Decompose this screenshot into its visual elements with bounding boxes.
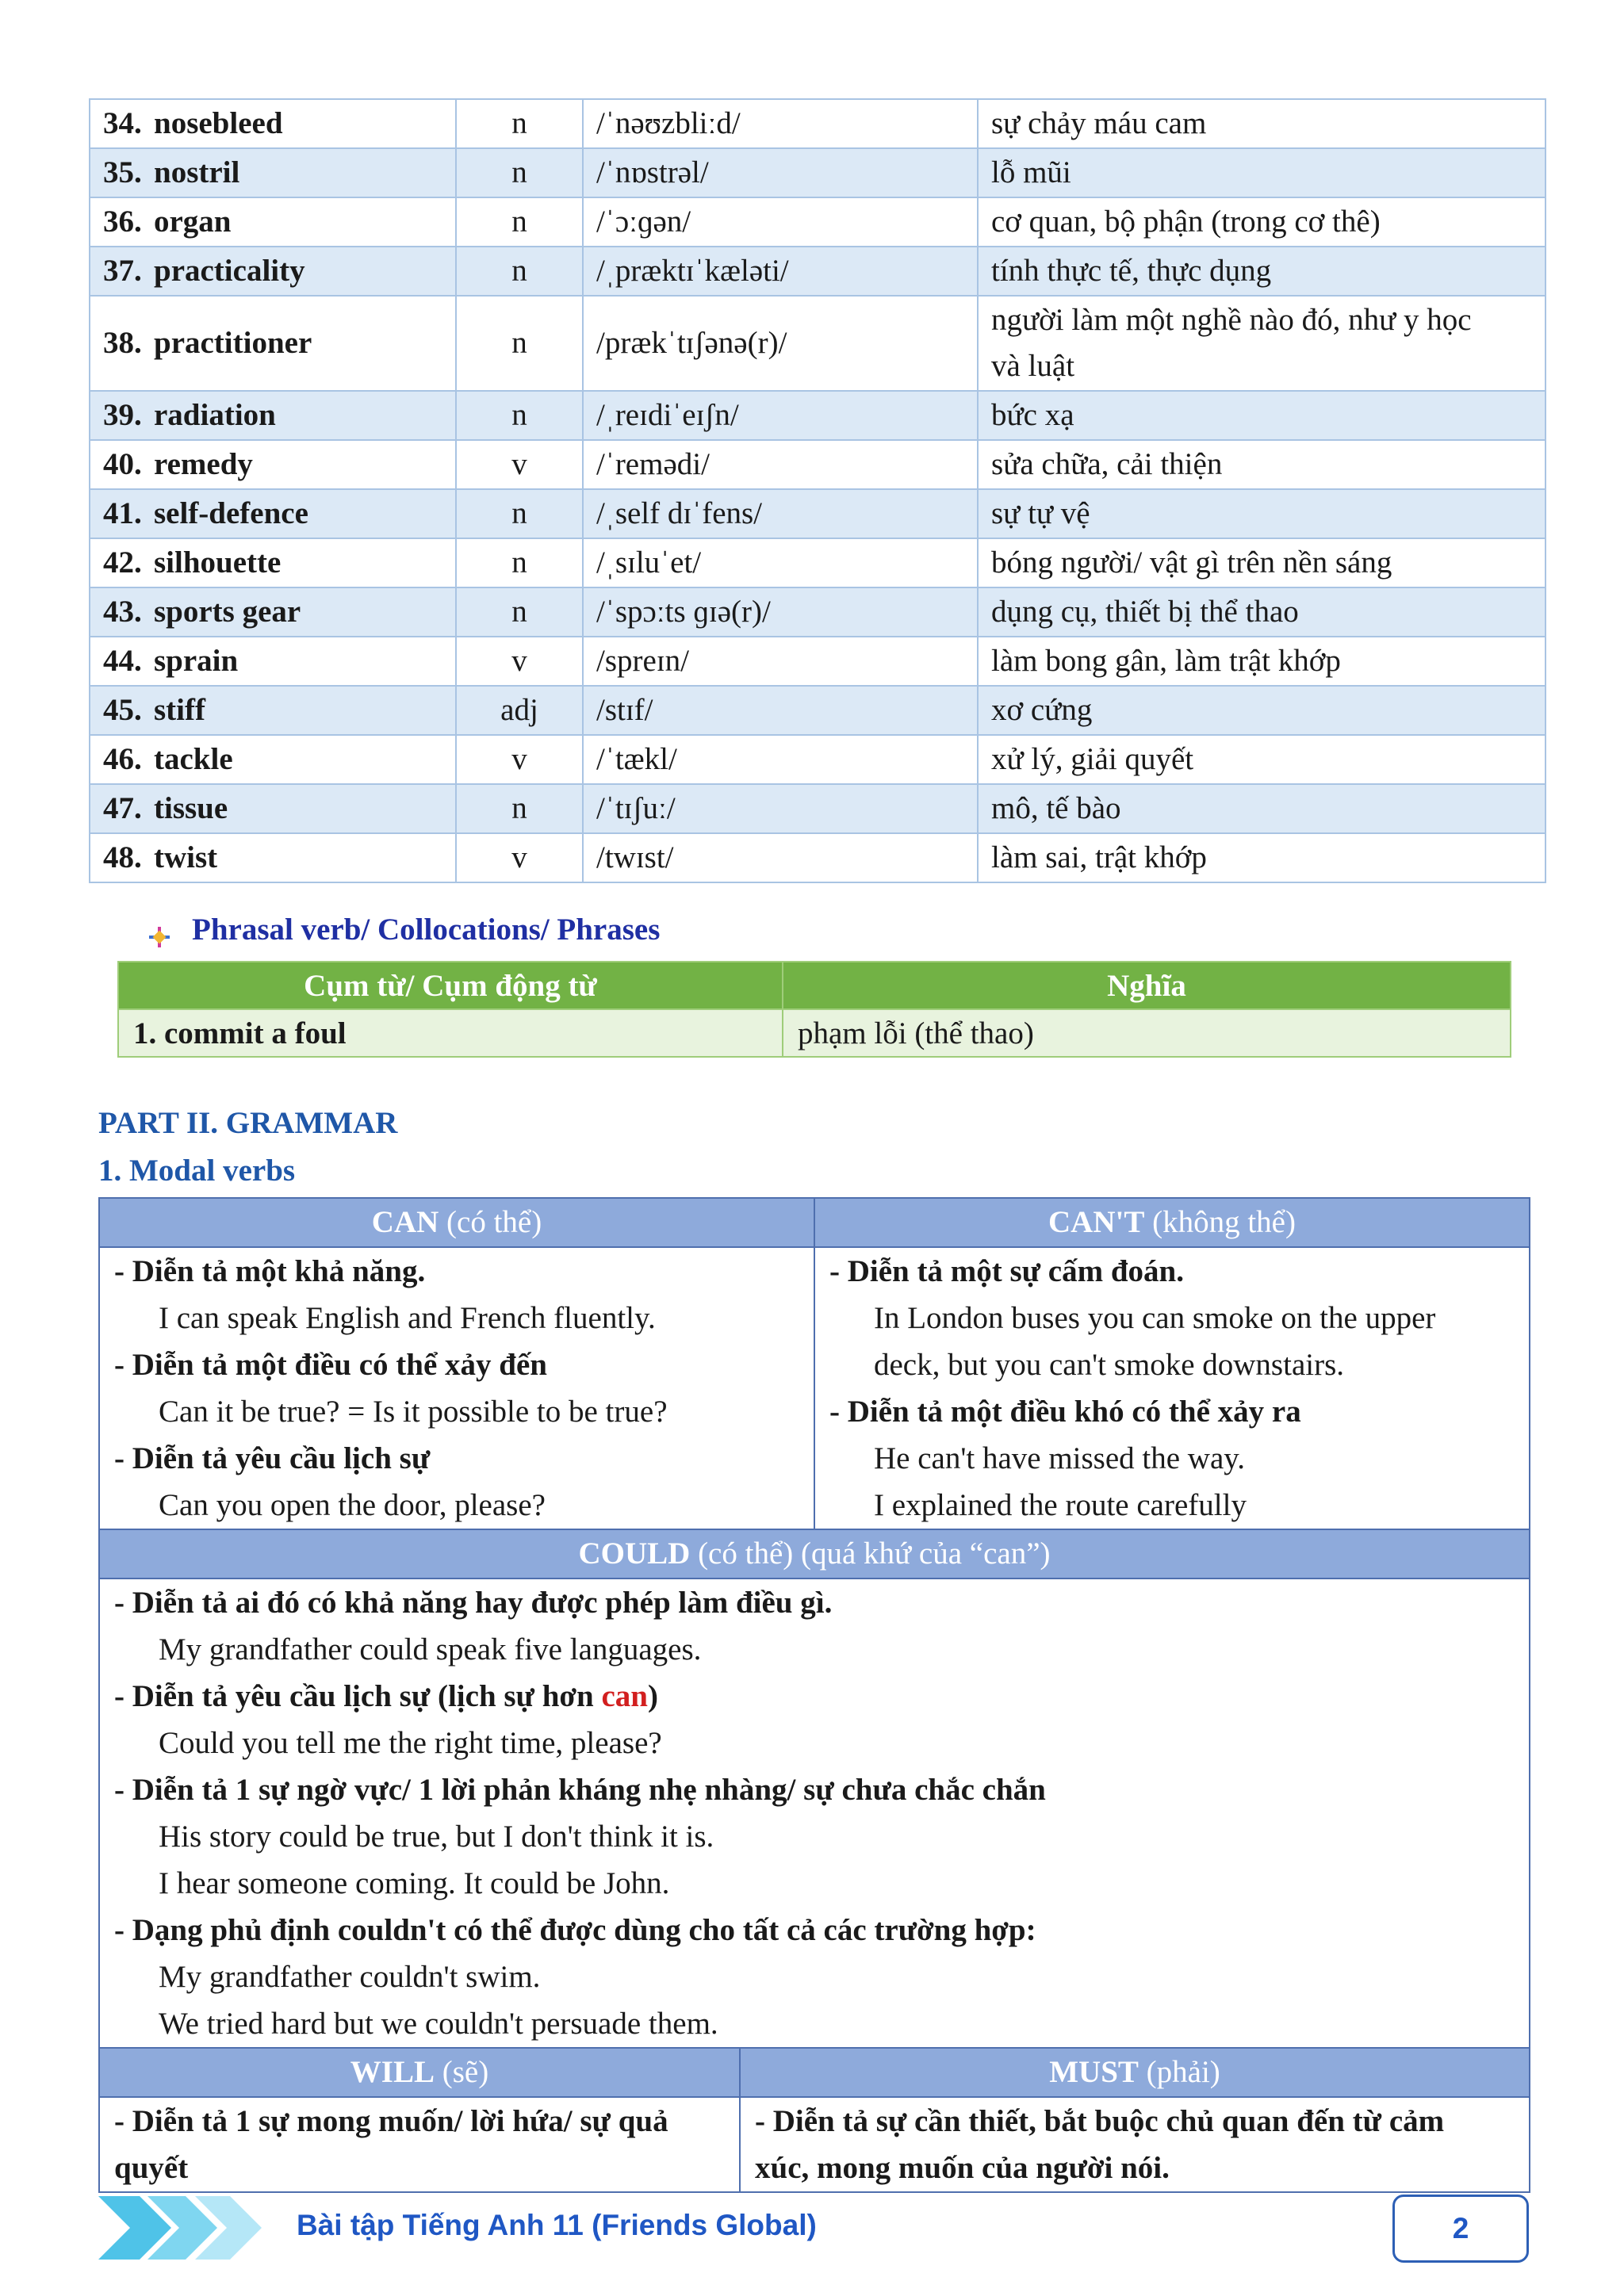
word-number: 44. [103, 644, 142, 678]
word-text: practitioner [154, 326, 312, 360]
word-number: 37. [103, 254, 142, 288]
could-rule-2: - Diễn tả yêu cầu lịch sự (lịch sự hơn can) [114, 1679, 658, 1713]
word-cell [90, 686, 456, 735]
word-cell [90, 587, 456, 637]
meaning-cell [978, 489, 1545, 538]
meaning-cell [978, 538, 1545, 587]
word-text: practicality [154, 254, 305, 288]
meaning-cell [978, 637, 1545, 686]
can-rule: - Diễn tả một khả năng. [114, 1254, 426, 1288]
meaning-cell [978, 197, 1545, 247]
ipa-cell: /ˌreɪdiˈeɪʃn/ [583, 391, 978, 440]
footer-title: Bài tập Tiếng Anh 11 (Friends Global) [297, 2209, 817, 2241]
meaning-text: làm sai, trật khớp [991, 840, 1207, 874]
cant-example: I explained the route carefully [874, 1488, 1247, 1522]
ipa-cell: /ˈtækl/ [583, 735, 978, 784]
must-rule-1: - Diễn tả sự cần thiết, bắt buộc chủ quan đến từ cảm [755, 2104, 1445, 2138]
cant-rule: - Diễn tả một sự cấm đoán. [829, 1254, 1184, 1288]
can-body [100, 1248, 815, 1529]
table-row [90, 391, 1545, 440]
meaning-text: làm bong gân, làm trật khớp [991, 644, 1341, 678]
modal-verbs-table [98, 1197, 1530, 2193]
star-bullet-icon [149, 920, 170, 940]
part-of-speech-cell: n [456, 538, 583, 587]
table-row [90, 197, 1545, 247]
part-of-speech-cell: v [456, 440, 583, 489]
word-text: self-defence [154, 496, 308, 530]
word-text: silhouette [154, 545, 282, 580]
ipa-cell: /ˈnɒstrəl/ [583, 148, 978, 197]
word-text: sprain [154, 644, 239, 678]
part-of-speech-cell: n [456, 489, 583, 538]
meaning-text: mô, tế bào [991, 791, 1121, 825]
must-header [741, 2049, 1529, 2096]
must-header-label: MUST [1049, 2055, 1139, 2089]
ipa-cell: /ˈremədi/ [583, 440, 978, 489]
part-of-speech-cell: n [456, 587, 583, 637]
meaning-cell [978, 296, 1545, 391]
word-cell [90, 99, 456, 148]
phrasal-table [117, 961, 1511, 1058]
could-example-3: His story could be true, but I don't think it is. [159, 1820, 714, 1854]
could-example-6: We tried hard but we couldn't persuade them. [159, 2007, 718, 2041]
could-body [100, 1579, 1529, 2047]
table-row [90, 489, 1545, 538]
must-header-note: (phải) [1146, 2055, 1220, 2089]
could-example-1: My grandfather could speak five languages. [159, 1632, 702, 1667]
meaning-cell [978, 833, 1545, 882]
can-example: I can speak English and French fluently. [159, 1301, 656, 1335]
ipa-cell: /spreɪn/ [583, 637, 978, 686]
ipa-cell: /ˈtɪʃuː/ [583, 784, 978, 833]
table-row [90, 99, 1545, 148]
meaning-text: sửa chữa, cải thiện [991, 447, 1223, 481]
will-header-label: WILL [350, 2055, 435, 2089]
part-of-speech-cell: v [456, 637, 583, 686]
table-row [90, 440, 1545, 489]
word-number: 48. [103, 840, 142, 874]
word-number: 42. [103, 545, 142, 580]
can-header [100, 1199, 815, 1246]
part-of-speech-cell: adj [456, 686, 583, 735]
word-number: 46. [103, 742, 142, 776]
could-example-4: I hear someone coming. It could be John. [159, 1866, 670, 1900]
word-number: 45. [103, 693, 142, 727]
meaning-text: tính thực tế, thực dụng [991, 254, 1272, 288]
part-of-speech-cell: n [456, 99, 583, 148]
word-number: 43. [103, 595, 142, 629]
ipa-cell: /ˈspɔːts ɡɪə(r)/ [583, 587, 978, 637]
phrasal-col-meaning: Nghĩa [783, 962, 1511, 1009]
chevron-arrows-icon [98, 2196, 265, 2260]
table-row [90, 735, 1545, 784]
could-example-2: Could you tell me the right time, please? [159, 1726, 662, 1760]
table-row [90, 637, 1545, 686]
cant-header [815, 1199, 1529, 1246]
table-row [90, 247, 1545, 296]
must-body [741, 2098, 1529, 2191]
cant-example: deck, but you can't smoke downstairs. [874, 1348, 1344, 1382]
could-header [100, 1530, 1529, 1578]
word-text: tissue [154, 791, 228, 825]
table-row [90, 538, 1545, 587]
ipa-cell: /twɪst/ [583, 833, 978, 882]
ipa-cell: /ˌself dɪˈfens/ [583, 489, 978, 538]
meaning-cell [978, 391, 1545, 440]
part-of-speech-cell: n [456, 391, 583, 440]
can-rule: - Diễn tả một điều có thể xảy đến [114, 1348, 547, 1382]
part-of-speech-cell: n [456, 247, 583, 296]
will-header-note: (sẽ) [442, 2055, 489, 2089]
word-text: radiation [154, 398, 276, 432]
ipa-cell: /stɪf/ [583, 686, 978, 735]
meaning-cell [978, 587, 1545, 637]
will-header [100, 2049, 741, 2096]
meaning-cell [978, 440, 1545, 489]
table-row [118, 1009, 1511, 1057]
will-body [100, 2098, 741, 2191]
table-row [90, 784, 1545, 833]
word-cell [90, 440, 456, 489]
meaning-text: dụng cụ, thiết bị thể thao [991, 595, 1299, 629]
table-row [90, 296, 1545, 391]
ipa-cell: /ˌsɪluˈet/ [583, 538, 978, 587]
meaning-text: lỗ mũi [991, 155, 1071, 189]
part-of-speech-cell: v [456, 735, 583, 784]
word-text: stiff [154, 693, 205, 727]
can-example: Can you open the door, please? [159, 1488, 546, 1522]
word-text: organ [154, 205, 232, 239]
word-text: remedy [154, 447, 253, 481]
word-text: twist [154, 840, 218, 874]
could-rule-1: - Diễn tả ai đó có khả năng hay được phép làm điều gì. [114, 1586, 833, 1620]
could-header-label: COULD [578, 1536, 691, 1571]
could-header-note: (có thể) (quá khứ của “can”) [698, 1536, 1051, 1571]
part-of-speech-cell: n [456, 148, 583, 197]
vocabulary-table [89, 98, 1546, 883]
meaning-text: người làm một nghề nào đó, như y học [991, 303, 1472, 337]
could-rule-3: - Diễn tả 1 sự ngờ vực/ 1 lời phản kháng nhẹ nhàng/ sự chưa chắc chắn [114, 1773, 1046, 1807]
part-of-speech-cell: v [456, 833, 583, 882]
table-row [90, 148, 1545, 197]
word-text: sports gear [154, 595, 301, 629]
must-rule-1-cont: xúc, mong muốn của người nói. [755, 2151, 1170, 2185]
word-text: nosebleed [154, 106, 283, 140]
meaning-text: sự chảy máu cam [991, 106, 1207, 140]
word-cell [90, 296, 456, 391]
table-row [90, 833, 1545, 882]
word-cell [90, 391, 456, 440]
word-cell [90, 489, 456, 538]
phrasal-heading [149, 912, 660, 947]
cant-header-label: CAN'T [1048, 1205, 1145, 1239]
word-cell [90, 538, 456, 587]
meaning-text: cơ quan, bộ phận (trong cơ thê) [991, 205, 1381, 239]
can-rule: - Diễn tả yêu cầu lịch sự [114, 1441, 431, 1475]
word-cell [90, 197, 456, 247]
word-cell [90, 833, 456, 882]
word-number: 38. [103, 326, 142, 360]
ipa-cell: /prækˈtɪʃənə(r)/ [583, 296, 978, 391]
word-text: nostril [154, 155, 240, 189]
word-cell [90, 148, 456, 197]
cant-body [815, 1248, 1529, 1529]
ipa-cell: /ˌpræktɪˈkæləti/ [583, 247, 978, 296]
meaning-cell [978, 735, 1545, 784]
meaning-cell [978, 686, 1545, 735]
part-of-speech-cell: n [456, 296, 583, 391]
word-cell [90, 784, 456, 833]
ipa-cell: /ˈnəʊzbliːd/ [583, 99, 978, 148]
word-number: 35. [103, 155, 142, 189]
phrasal-heading-text: Phrasal verb/ Collocations/ Phrases [192, 913, 661, 947]
can-header-note: (có thể) [446, 1205, 542, 1239]
word-cell [90, 637, 456, 686]
meaning-text: bóng người/ vật gì trên nền sáng [991, 545, 1392, 580]
meaning-text: xơ cứng [991, 693, 1093, 727]
highlight-can: can [601, 1679, 648, 1713]
ipa-cell: /ˈɔːɡən/ [583, 197, 978, 247]
cant-example: He can't have missed the way. [874, 1441, 1245, 1475]
meaning-cell [978, 784, 1545, 833]
word-number: 39. [103, 398, 142, 432]
meaning-cell [978, 247, 1545, 296]
word-cell [90, 247, 456, 296]
table-row [90, 587, 1545, 637]
word-text: tackle [154, 742, 233, 776]
will-rule-1: - Diễn tả 1 sự mong muốn/ lời hứa/ sự quả [114, 2104, 668, 2138]
meaning-text: sự tự vệ [991, 496, 1090, 530]
part-of-speech-cell: n [456, 784, 583, 833]
will-rule-1-cont: quyết [114, 2151, 189, 2185]
word-number: 47. [103, 791, 142, 825]
table-row [90, 686, 1545, 735]
can-header-label: CAN [371, 1205, 439, 1239]
meaning-cell [978, 148, 1545, 197]
meaning-text: xử lý, giải quyết [991, 742, 1194, 776]
part-title: PART II. GRAMMAR [98, 1106, 398, 1140]
could-example-5: My grandfather couldn't swim. [159, 1960, 541, 1994]
word-number: 34. [103, 106, 142, 140]
page-number: 2 [1392, 2195, 1529, 2263]
part-of-speech-cell: n [456, 197, 583, 247]
word-number: 40. [103, 447, 142, 481]
meaning-text: bức xạ [991, 398, 1074, 432]
cant-rule: - Diễn tả một điều khó có thể xảy ra [829, 1395, 1301, 1429]
phrase-cell: 1. commit a foul [118, 1009, 783, 1057]
word-cell [90, 735, 456, 784]
could-rule-4: - Dạng phủ định couldn't có thể được dùng cho tất cả các trường hợp: [114, 1913, 1036, 1947]
phrase-meaning-cell: phạm lỗi (thể thao) [783, 1009, 1511, 1057]
cant-header-note: (không thể) [1152, 1205, 1296, 1239]
meaning-cell [978, 99, 1545, 148]
section-title: 1. Modal verbs [98, 1154, 296, 1188]
can-example: Can it be true? = Is it possible to be true? [159, 1395, 668, 1429]
meaning-text-cont: và luật [991, 349, 1075, 383]
word-number: 36. [103, 205, 142, 239]
cant-example: In London buses you can smoke on the upper [874, 1301, 1436, 1335]
phrasal-col-phrase: Cụm từ/ Cụm động từ [118, 962, 783, 1009]
word-number: 41. [103, 496, 142, 530]
